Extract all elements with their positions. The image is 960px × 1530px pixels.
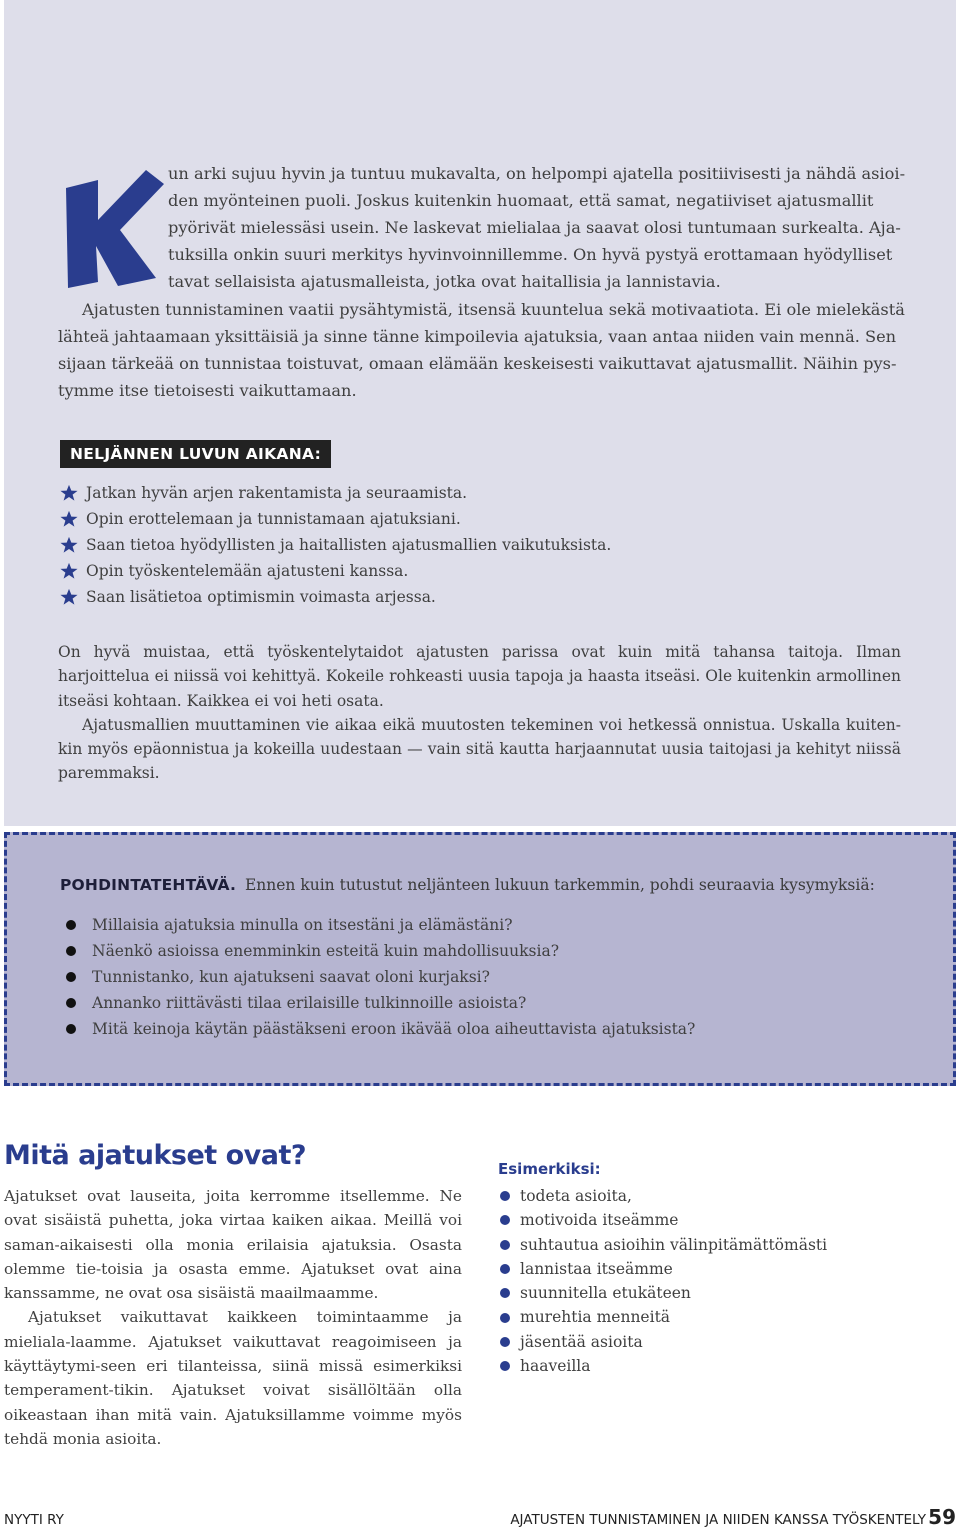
examples-list (500, 1184, 827, 1378)
page-number: 59 (928, 1505, 956, 1529)
intro-first-paragraph (168, 160, 908, 295)
example-text: haaveilla (520, 1357, 591, 1376)
list-item (60, 480, 611, 506)
question-text: Millaisia ajatuksia minulla on itsestäni ja elämästäni? (92, 916, 513, 934)
question-text: Mitä keinoja käytän päästäkseni eroon ikävää oloa aiheuttavista ajatuksista? (92, 1020, 696, 1038)
bullet-dot-icon (66, 1024, 76, 1034)
drop-cap-k (58, 160, 168, 288)
goal-text: Jatkan hyvän arjen rakentamista ja seuraamista. (86, 484, 468, 502)
bullet-dot-icon (500, 1215, 510, 1225)
bullet-dot-icon (66, 920, 76, 930)
intro-second-paragraph (58, 296, 908, 404)
star-icon (60, 588, 78, 606)
list-item (500, 1184, 827, 1208)
goal-text: Opin työskentelemään ajatusteni kanssa. (86, 562, 409, 580)
intro-line: lähteä jahtaamaan yksittäisiä ja sinne tänne kimpoilevia ajatuksia, vaan antaa niiden vain mennä. Sen (58, 327, 897, 346)
section-paragraph: Ajatukset ovat lauseita, joita kerromme itsellemme. Ne ovat sisäistä puhetta, joka virtaa kaiken aikaa. Meillä voi saman-aikaisesti olla monia erilaisia ajatuksia. Osasta olemme tie-toisia ja osasta emme. Ajatukset ovat aina kanssamme, ne ovat osa sisäistä maailmaamme. (4, 1187, 462, 1303)
reflection-title (60, 876, 875, 894)
star-icon (60, 510, 78, 528)
question-text: Tunnistanko, kun ajatukseni saavat oloni kurjaksi? (92, 968, 490, 986)
bullet-dot-icon (500, 1264, 510, 1274)
bullet-dot-icon (500, 1337, 510, 1347)
goal-text: Opin erottelemaan ja tunnistamaan ajatuksiani. (86, 510, 461, 528)
footer-book-title: AJATUSTEN TUNNISTAMINEN JA NIIDEN KANSSA TYÖSKENTELY (510, 1512, 926, 1528)
reflection-label: POHDINTATEHTÄVÄ. (60, 876, 237, 894)
section-title: Mitä ajatukset ovat? (4, 1140, 307, 1171)
star-icon (60, 484, 78, 502)
intro-line: den myönteinen puoli. Joskus kuitenkin huomaat, että samat, negatiiviset ajatusmallit (168, 191, 874, 210)
list-item (500, 1330, 827, 1354)
star-icon (60, 536, 78, 554)
example-text: motivoida itseämme (520, 1211, 679, 1230)
example-text: todeta asioita, (520, 1187, 632, 1205)
examples-title: Esimerkiksi: (498, 1160, 601, 1178)
example-text: suhtautua asioihin välinpitämättömästi (520, 1235, 828, 1254)
example-text: jäsentää asioita (520, 1332, 643, 1351)
star-icon (60, 562, 78, 580)
bullet-dot-icon (500, 1288, 510, 1298)
list-item (60, 506, 611, 532)
example-text: suunnitella etukäteen (520, 1284, 691, 1303)
example-text: lannistaa itseämme (520, 1259, 673, 1278)
list-item (500, 1305, 827, 1329)
list-item (66, 964, 695, 990)
list-item (500, 1233, 827, 1257)
bullet-dot-icon (500, 1240, 510, 1250)
bullet-dot-icon (500, 1361, 510, 1371)
list-item (66, 990, 695, 1016)
intro-line: tavat sellaisista ajatusmalleista, jotka ovat haitallisia ja lannistavia. (168, 272, 721, 291)
example-text: murehtia menneitä (520, 1308, 671, 1327)
list-item (60, 584, 611, 610)
reminder-paragraph: On hyvä muistaa, että työskentelytaidot ajatusten parissa ovat kuin mitä tahansa taitoja. Ilman harjoittelua ei niissä voi kehittyä. Kokeile rohkeasti uusia tapoja ja haasta itseäsi. Ole kuitenkin armollinen itseäsi kohtaan. Kaikkea ei voi heti osata. (58, 643, 901, 710)
list-item (66, 912, 695, 938)
question-text: Näenkö asioissa enemminkin esteitä kuin mahdollisuuksia? (92, 942, 559, 960)
bullet-dot-icon (66, 972, 76, 982)
goal-text: Saan tietoa hyödyllisten ja haitallisten ajatusmallien vaikutuksista. (86, 536, 612, 554)
list-item (500, 1281, 827, 1305)
bullet-dot-icon (500, 1191, 510, 1201)
bullet-dot-icon (66, 998, 76, 1008)
reflection-intro: Ennen kuin tutustut neljänteen lukuun tarkemmin, pohdi seuraavia kysymyksiä: (244, 876, 875, 894)
intro-line: tymme itse tietoisesti vaikuttamaan. (58, 381, 357, 400)
list-item (500, 1354, 827, 1378)
list-item (60, 558, 611, 584)
intro-line: sijaan tärkeää on tunnistaa toistuvat, omaan elämään keskeisesti vaikuttavat ajatusmallit. Näihin pys- (58, 354, 897, 373)
section-body (4, 1184, 462, 1451)
reflection-questions (66, 912, 695, 1042)
list-item (66, 938, 695, 964)
reminder-paragraph: Ajatusmallien muuttaminen vie aikaa eikä muutosten tekeminen voi hetkessä onnistua. Uskalla kuiten-kin myös epäonnistua ja kokeilla uudestaan — vain sitä kautta harjaannutat uusia taitojasi ja kehityt niissä paremmaksi. (58, 715, 901, 783)
intro-line: Ajatusten tunnistaminen vaatii pysähtymistä, itsensä kuuntelua sekä motivaatiota. Ei ole mielekästä (82, 300, 905, 319)
reminder-text (58, 640, 901, 786)
intro-line: pyörivät mielessäsi usein. Ne laskevat mielialaa ja saavat olosi tuntumaan surkealta. Aja- (168, 218, 901, 237)
question-text: Annanko riittävästi tilaa erilaisille tulkinnoille asioista? (92, 994, 527, 1012)
intro-line: tuksilla onkin suuri merkitys hyvinvoinnillemme. On hyvä pystyä erottamaan hyödylliset (168, 245, 893, 264)
list-item (500, 1208, 827, 1232)
chapter-goals-list (60, 480, 611, 610)
chapter-goals-heading: NELJÄNNEN LUVUN AIKANA: (60, 440, 331, 468)
list-item (500, 1257, 827, 1281)
goal-text: Saan lisätietoa optimismin voimasta arjessa. (86, 588, 436, 606)
footer-organization: NYYTI RY (4, 1512, 64, 1528)
section-paragraph: Ajatukset vaikuttavat kaikkeen toimintaamme ja mieliala-laamme. Ajatukset vaikuttavat reagoimiseen ja käyttäytymi-seen eri tilanteissa, siinä missä esimerkiksi temperament-tikin. Ajatukset voivat sisällöltään olla oikeastaan ihan mitä vain. Ajatuksillamme voimme myös tehdä monia asioita. (4, 1308, 462, 1448)
intro-line: un arki sujuu hyvin ja tuntuu mukavalta, on helpompi ajatella positiivisesti ja nähdä asioi- (168, 164, 906, 183)
bullet-dot-icon (66, 946, 76, 956)
list-item (60, 532, 611, 558)
bullet-dot-icon (500, 1313, 510, 1323)
list-item (66, 1016, 695, 1042)
